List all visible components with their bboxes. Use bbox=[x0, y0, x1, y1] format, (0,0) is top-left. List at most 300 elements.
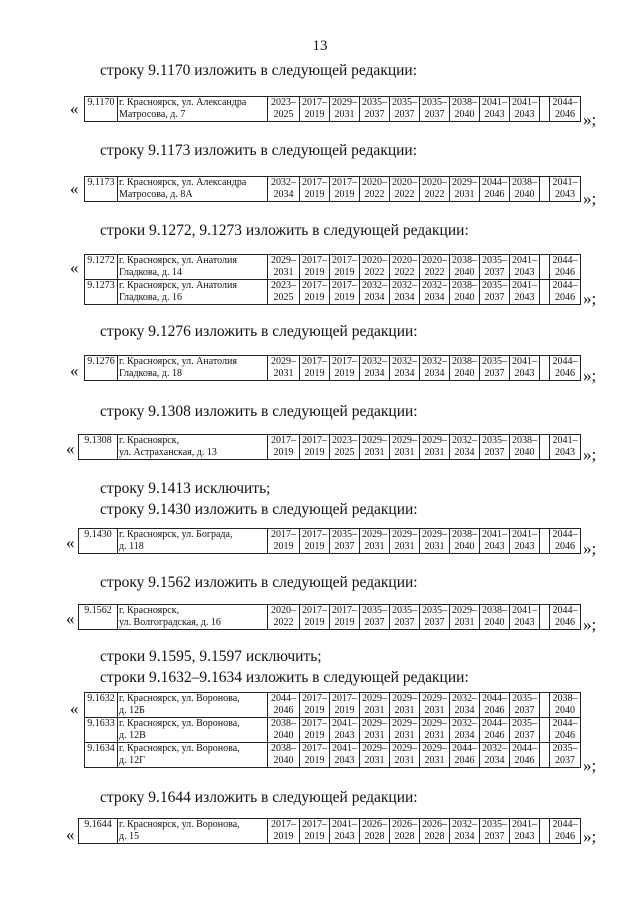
period-start: 2035– bbox=[362, 605, 387, 616]
amendment-table bbox=[84, 692, 581, 768]
period-end: 2040 bbox=[454, 109, 475, 120]
opening-quote: « bbox=[70, 361, 79, 380]
period-cell bbox=[450, 819, 480, 844]
period-end: 2022 bbox=[424, 267, 445, 278]
period-end: 2031 bbox=[454, 189, 475, 200]
address-line: Гладкова, д. 16 bbox=[119, 292, 183, 303]
period-cell bbox=[510, 743, 540, 768]
period-cell bbox=[300, 356, 330, 381]
period-start: 2041– bbox=[482, 529, 507, 540]
period-cell bbox=[450, 605, 480, 630]
period-start bbox=[541, 529, 548, 541]
period-end: 2040 bbox=[484, 617, 505, 628]
period-start: 2032– bbox=[452, 718, 477, 729]
table-row bbox=[85, 356, 581, 381]
period-cell bbox=[550, 693, 581, 718]
period-cell bbox=[450, 280, 480, 305]
period-end: 2046 bbox=[555, 730, 575, 741]
period-start: 2017– bbox=[271, 819, 296, 830]
period-cell bbox=[480, 693, 510, 718]
period-start: 2017– bbox=[302, 718, 327, 729]
period-start: 2035– bbox=[512, 718, 537, 729]
period-start: 2044– bbox=[552, 718, 578, 729]
period-start: 2041– bbox=[482, 97, 507, 108]
period-cell bbox=[450, 177, 480, 202]
period-end: 2019 bbox=[304, 368, 325, 379]
row-number: 9.1170 bbox=[85, 97, 118, 122]
period-cell bbox=[268, 819, 300, 844]
period-end: 2031 bbox=[424, 730, 445, 741]
amendment-table bbox=[84, 254, 581, 305]
period-start: 2017– bbox=[302, 605, 327, 616]
address-line: ул. Астраханская, д. 13 bbox=[119, 447, 217, 458]
period-cell bbox=[540, 435, 550, 460]
period-end: 2037 bbox=[484, 267, 505, 278]
address-cell bbox=[118, 693, 268, 718]
period-cell bbox=[550, 255, 581, 280]
period-start: 2023– bbox=[332, 435, 357, 446]
period-cell bbox=[420, 280, 450, 305]
period-cell bbox=[540, 743, 550, 768]
period-cell bbox=[540, 529, 550, 554]
period-cell bbox=[540, 356, 550, 381]
period-cell bbox=[330, 177, 360, 202]
period-end: 2019 bbox=[304, 617, 325, 628]
row-number: 9.1633 bbox=[85, 718, 118, 743]
period-start: 2017– bbox=[332, 255, 357, 266]
opening-quote: « bbox=[70, 99, 79, 118]
period-cell bbox=[390, 435, 420, 460]
period-end: 2037 bbox=[484, 831, 505, 842]
period-end: 2028 bbox=[364, 831, 385, 842]
period-start bbox=[541, 255, 548, 267]
period-start: 2044– bbox=[512, 743, 537, 754]
period-cell bbox=[550, 819, 581, 844]
period-start: 2032– bbox=[392, 356, 417, 367]
period-cell bbox=[300, 435, 330, 460]
period-start: 2038– bbox=[512, 177, 537, 188]
period-cell bbox=[480, 819, 510, 844]
period-start: 2029– bbox=[392, 693, 417, 704]
opening-quote: « bbox=[70, 699, 79, 718]
closing-quote: »; bbox=[583, 189, 597, 208]
period-cell bbox=[510, 356, 540, 381]
instruction-stack bbox=[100, 646, 469, 688]
period-end: 2040 bbox=[273, 730, 294, 741]
period-start: 2038– bbox=[452, 280, 477, 291]
period-end: 2040 bbox=[454, 541, 475, 552]
period-end: 2037 bbox=[394, 109, 415, 120]
period-start: 2041– bbox=[512, 529, 537, 540]
period-start: 2020– bbox=[422, 255, 447, 266]
period-cell bbox=[390, 97, 420, 122]
period-end: 2019 bbox=[334, 267, 355, 278]
period-end: 2037 bbox=[555, 755, 575, 766]
period-start: 2017– bbox=[332, 280, 357, 291]
period-cell bbox=[550, 280, 581, 305]
period-start: 2032– bbox=[482, 743, 507, 754]
period-cell bbox=[550, 529, 581, 554]
period-end: 2019 bbox=[334, 292, 355, 303]
period-cell bbox=[450, 718, 480, 743]
period-start: 2035– bbox=[422, 605, 447, 616]
period-start: 2041– bbox=[512, 356, 537, 367]
period-start: 2029– bbox=[392, 529, 417, 540]
period-start: 2017– bbox=[302, 255, 327, 266]
address-cell bbox=[118, 819, 268, 844]
amendment-table bbox=[78, 818, 581, 844]
period-end: 2034 bbox=[273, 189, 294, 200]
period-end: 2040 bbox=[555, 705, 575, 716]
period-cell bbox=[330, 718, 360, 743]
period-start bbox=[541, 605, 548, 617]
period-end: 2046 bbox=[555, 541, 575, 552]
page-number: 13 bbox=[312, 38, 328, 54]
period-start: 2032– bbox=[452, 435, 477, 446]
period-end bbox=[541, 541, 548, 553]
period-start: 2029– bbox=[362, 743, 387, 754]
period-start: 2035– bbox=[482, 280, 507, 291]
period-start: 2032– bbox=[452, 819, 477, 830]
period-end: 2043 bbox=[334, 730, 355, 741]
address-cell bbox=[118, 177, 268, 202]
period-start: 2038– bbox=[271, 718, 296, 729]
table-row bbox=[85, 97, 581, 122]
period-start: 2041– bbox=[512, 255, 537, 266]
period-start: 2035– bbox=[552, 743, 578, 754]
period-start: 2044– bbox=[482, 693, 507, 704]
period-end: 2031 bbox=[394, 755, 415, 766]
period-end: 2037 bbox=[484, 368, 505, 379]
period-cell bbox=[510, 693, 540, 718]
period-cell bbox=[300, 177, 330, 202]
period-start: 2029– bbox=[422, 718, 447, 729]
period-cell bbox=[300, 529, 330, 554]
period-start: 2029– bbox=[422, 743, 447, 754]
period-start: 2038– bbox=[271, 743, 296, 754]
period-start: 2029– bbox=[271, 356, 296, 367]
closing-quote: »; bbox=[583, 756, 597, 775]
period-start: 2020– bbox=[271, 605, 296, 616]
address-cell bbox=[118, 255, 268, 280]
period-start: 2044– bbox=[552, 255, 578, 266]
period-start: 2026– bbox=[422, 819, 447, 830]
closing-quote: »; bbox=[583, 445, 597, 464]
period-start: 2041– bbox=[332, 743, 357, 754]
closing-quote: »; bbox=[583, 289, 597, 308]
period-cell bbox=[420, 819, 450, 844]
period-start: 2035– bbox=[332, 529, 357, 540]
table-row bbox=[85, 693, 581, 718]
period-end: 2034 bbox=[454, 447, 475, 458]
address-line: Гладкова, д. 18 bbox=[119, 368, 183, 379]
period-end: 2022 bbox=[394, 189, 415, 200]
period-start: 2017– bbox=[332, 177, 357, 188]
period-start: 2029– bbox=[392, 435, 417, 446]
period-cell bbox=[390, 280, 420, 305]
period-start: 2044– bbox=[552, 529, 578, 540]
period-end: 2040 bbox=[273, 755, 294, 766]
period-cell bbox=[360, 529, 390, 554]
table-row bbox=[79, 529, 581, 554]
period-start: 2032– bbox=[362, 356, 387, 367]
period-end: 2031 bbox=[364, 541, 385, 552]
instruction-text: строку 9.1276 изложить в следующей редакции: bbox=[100, 323, 418, 340]
table-row bbox=[79, 819, 581, 844]
period-cell bbox=[420, 255, 450, 280]
period-start: 2023– bbox=[271, 97, 296, 108]
period-end: 2019 bbox=[304, 730, 325, 741]
period-start: 2044– bbox=[552, 605, 578, 616]
address-line: ул. Волгоградская, д. 16 bbox=[119, 617, 221, 628]
period-start: 2044– bbox=[482, 718, 507, 729]
table-row bbox=[85, 177, 581, 202]
instruction-text: строки 9.1632–9.1634 изложить в следующей редакции: bbox=[100, 669, 469, 686]
period-end: 2037 bbox=[484, 447, 505, 458]
amendment-table bbox=[78, 604, 581, 630]
period-start: 2029– bbox=[362, 529, 387, 540]
period-end: 2037 bbox=[424, 617, 445, 628]
address-line: д. 12Б bbox=[119, 705, 145, 716]
period-cell bbox=[450, 435, 480, 460]
amendment-table bbox=[84, 355, 581, 381]
instruction-text: строку 9.1430 изложить в следующей редакции: bbox=[100, 501, 418, 518]
period-start: 2038– bbox=[452, 356, 477, 367]
table-row bbox=[85, 280, 581, 305]
period-end: 2031 bbox=[424, 447, 445, 458]
period-cell bbox=[480, 280, 510, 305]
period-cell bbox=[330, 529, 360, 554]
period-end: 2043 bbox=[555, 447, 575, 458]
period-start: 2035– bbox=[482, 435, 507, 446]
period-end: 2031 bbox=[364, 705, 385, 716]
closing-quote: »; bbox=[583, 366, 597, 385]
period-end: 2034 bbox=[394, 368, 415, 379]
row-number: 9.1273 bbox=[85, 280, 118, 305]
period-end bbox=[541, 368, 548, 380]
period-end: 2022 bbox=[273, 617, 294, 628]
period-start: 2041– bbox=[332, 819, 357, 830]
period-start: 2041– bbox=[552, 177, 578, 188]
period-cell bbox=[510, 718, 540, 743]
period-start bbox=[541, 743, 548, 755]
period-cell bbox=[540, 605, 550, 630]
period-end: 2022 bbox=[394, 267, 415, 278]
period-cell bbox=[550, 356, 581, 381]
period-end: 2046 bbox=[555, 831, 575, 842]
row-number: 9.1276 bbox=[85, 356, 118, 381]
address-line: г. Красноярск, ул. Александра bbox=[119, 97, 247, 108]
address-line: д. 118 bbox=[119, 541, 144, 552]
period-end: 2031 bbox=[364, 755, 385, 766]
row-number: 9.1632 bbox=[85, 693, 118, 718]
period-cell bbox=[268, 605, 300, 630]
period-cell bbox=[360, 97, 390, 122]
period-end: 2019 bbox=[304, 831, 325, 842]
period-cell bbox=[330, 605, 360, 630]
period-start bbox=[541, 819, 548, 831]
period-cell bbox=[510, 97, 540, 122]
period-cell bbox=[300, 743, 330, 768]
period-start bbox=[541, 177, 548, 189]
instruction-text: строку 9.1644 изложить в следующей редакции: bbox=[100, 789, 418, 806]
instruction-text: строку 9.1413 исключить; bbox=[100, 480, 271, 497]
period-cell bbox=[390, 529, 420, 554]
period-start: 2035– bbox=[482, 819, 507, 830]
period-start: 2017– bbox=[271, 529, 296, 540]
period-end: 2037 bbox=[334, 541, 355, 552]
period-start: 2041– bbox=[512, 97, 537, 108]
period-end: 2043 bbox=[514, 541, 535, 552]
period-start: 2038– bbox=[512, 435, 537, 446]
period-end: 2022 bbox=[364, 189, 385, 200]
period-end: 2046 bbox=[484, 730, 505, 741]
period-end: 2031 bbox=[273, 267, 294, 278]
period-end: 2019 bbox=[304, 541, 325, 552]
opening-quote: « bbox=[66, 609, 75, 628]
period-cell bbox=[360, 280, 390, 305]
period-end: 2046 bbox=[555, 617, 575, 628]
period-end: 2025 bbox=[273, 292, 294, 303]
period-start: 2017– bbox=[302, 743, 327, 754]
address-line: г. Красноярск, ул. Александра bbox=[119, 177, 247, 188]
period-cell bbox=[390, 819, 420, 844]
period-end: 2046 bbox=[555, 267, 575, 278]
period-end: 2031 bbox=[424, 705, 445, 716]
period-cell bbox=[268, 435, 300, 460]
period-end: 2019 bbox=[304, 109, 325, 120]
period-start: 2026– bbox=[392, 819, 417, 830]
period-cell bbox=[420, 177, 450, 202]
opening-quote: « bbox=[70, 179, 79, 198]
period-cell bbox=[330, 97, 360, 122]
instruction-text: строку 9.1173 изложить в следующей редакции: bbox=[100, 142, 418, 159]
address-line: г. Красноярск, ул. Воронова, bbox=[119, 693, 240, 704]
period-start bbox=[541, 718, 548, 730]
period-end: 2037 bbox=[514, 705, 535, 716]
period-start: 2017– bbox=[302, 97, 327, 108]
period-end: 2046 bbox=[484, 705, 505, 716]
period-start bbox=[541, 435, 548, 447]
row-number: 9.1562 bbox=[79, 605, 118, 630]
address-line: д. 12Г bbox=[119, 755, 145, 766]
period-end: 2043 bbox=[514, 831, 535, 842]
period-end: 2043 bbox=[514, 292, 535, 303]
period-cell bbox=[510, 280, 540, 305]
period-cell bbox=[268, 280, 300, 305]
period-end: 2019 bbox=[273, 831, 294, 842]
period-start: 2017– bbox=[302, 819, 327, 830]
period-end: 2019 bbox=[334, 705, 355, 716]
instruction-text: строки 9.1272, 9.1273 изложить в следующей редакции: bbox=[100, 222, 469, 239]
period-start: 2020– bbox=[392, 255, 417, 266]
period-cell bbox=[540, 819, 550, 844]
address-line: г. Красноярск, ул. Воронова, bbox=[119, 743, 240, 754]
period-cell bbox=[330, 819, 360, 844]
address-cell bbox=[118, 743, 268, 768]
period-start: 2029– bbox=[392, 743, 417, 754]
period-start: 2020– bbox=[422, 177, 447, 188]
period-cell bbox=[390, 718, 420, 743]
period-cell bbox=[540, 97, 550, 122]
period-end: 2031 bbox=[334, 109, 355, 120]
period-cell bbox=[480, 435, 510, 460]
period-cell bbox=[420, 356, 450, 381]
period-end: 2019 bbox=[334, 189, 355, 200]
period-start: 2038– bbox=[482, 605, 507, 616]
period-cell bbox=[390, 693, 420, 718]
period-cell bbox=[550, 605, 581, 630]
period-cell bbox=[420, 529, 450, 554]
period-cell bbox=[268, 97, 300, 122]
period-cell bbox=[360, 356, 390, 381]
address-line: г. Красноярск, ул. Бограда, bbox=[119, 529, 233, 540]
period-cell bbox=[360, 255, 390, 280]
period-end: 2034 bbox=[394, 292, 415, 303]
period-end: 2046 bbox=[484, 189, 505, 200]
period-start: 2032– bbox=[422, 356, 447, 367]
period-end: 2034 bbox=[424, 368, 445, 379]
period-cell bbox=[300, 605, 330, 630]
period-end bbox=[541, 730, 548, 742]
instruction-text: строку 9.1170 изложить в следующей редакции: bbox=[100, 62, 418, 79]
period-end: 2019 bbox=[304, 267, 325, 278]
amendment-table bbox=[84, 176, 581, 202]
period-end: 2031 bbox=[394, 705, 415, 716]
period-end: 2043 bbox=[334, 755, 355, 766]
period-end: 2043 bbox=[484, 109, 505, 120]
period-cell bbox=[420, 743, 450, 768]
period-start: 2017– bbox=[302, 356, 327, 367]
period-cell bbox=[300, 819, 330, 844]
period-cell bbox=[480, 255, 510, 280]
period-cell bbox=[330, 255, 360, 280]
period-end: 2019 bbox=[304, 447, 325, 458]
period-cell bbox=[360, 693, 390, 718]
period-end: 2028 bbox=[394, 831, 415, 842]
period-end: 2028 bbox=[424, 831, 445, 842]
period-end: 2019 bbox=[334, 617, 355, 628]
period-start: 2020– bbox=[362, 255, 387, 266]
address-line: Гладкова, д. 14 bbox=[119, 267, 183, 278]
period-cell bbox=[330, 693, 360, 718]
period-cell bbox=[450, 529, 480, 554]
period-start: 2044– bbox=[271, 693, 296, 704]
period-cell bbox=[480, 718, 510, 743]
period-cell bbox=[540, 718, 550, 743]
period-cell bbox=[360, 435, 390, 460]
period-cell bbox=[360, 743, 390, 768]
period-cell bbox=[510, 529, 540, 554]
address-line: д. 12В bbox=[119, 730, 146, 741]
period-cell bbox=[268, 529, 300, 554]
period-end: 2043 bbox=[334, 831, 355, 842]
period-start: 2029– bbox=[362, 693, 387, 704]
period-end: 2034 bbox=[484, 755, 505, 766]
period-cell bbox=[510, 177, 540, 202]
period-cell bbox=[480, 177, 510, 202]
period-cell bbox=[450, 255, 480, 280]
period-cell bbox=[480, 605, 510, 630]
period-start: 2044– bbox=[552, 356, 578, 367]
amendment-table bbox=[84, 96, 581, 122]
period-start: 2044– bbox=[552, 97, 578, 108]
period-end: 2031 bbox=[454, 617, 475, 628]
period-cell bbox=[510, 605, 540, 630]
period-end: 2025 bbox=[273, 109, 294, 120]
period-start: 2017– bbox=[302, 177, 327, 188]
period-end: 2037 bbox=[364, 617, 385, 628]
